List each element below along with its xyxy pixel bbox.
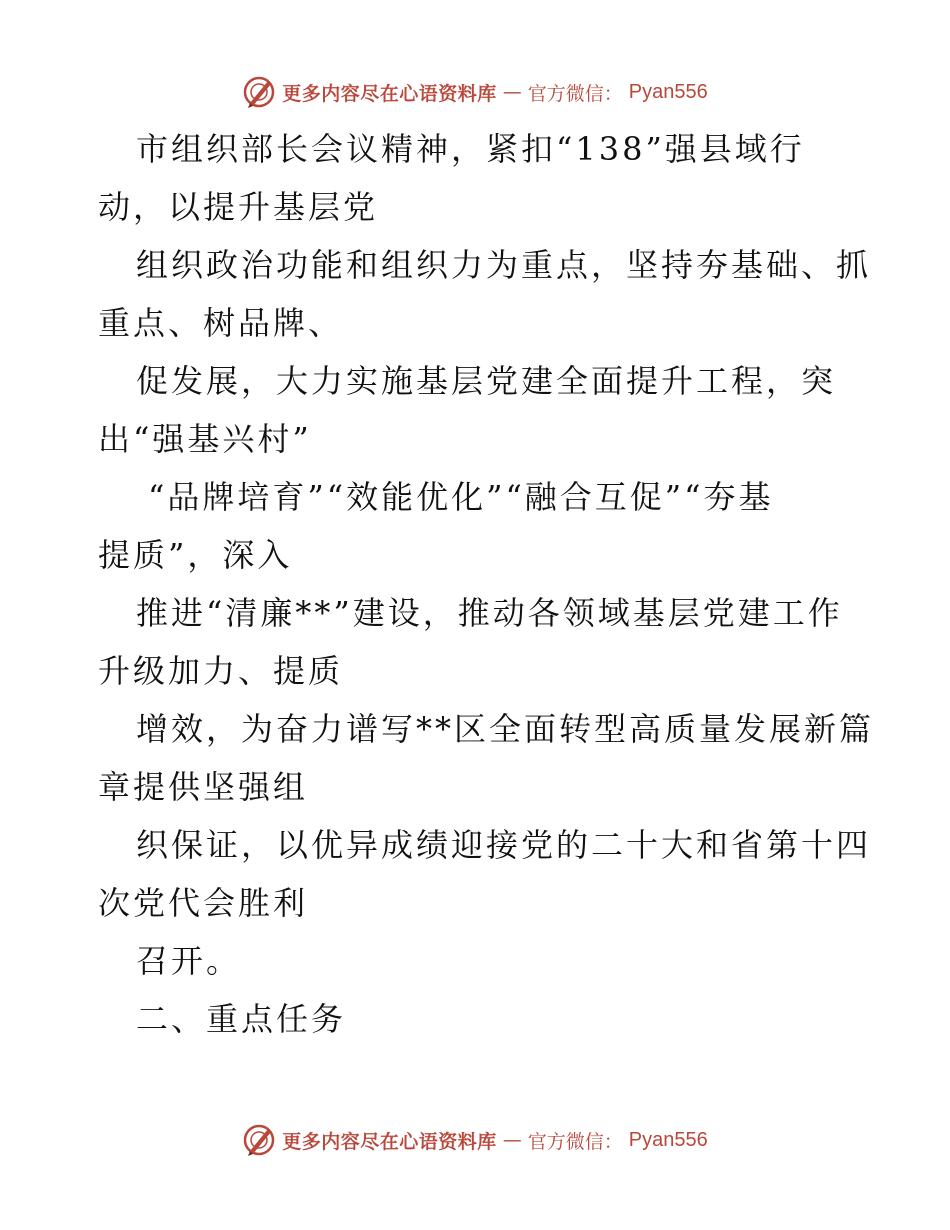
body-line: 出“强基兴村” (98, 420, 312, 458)
body-line: 增效，为奋力谱写**区全面转型高质量发展新篇 (136, 710, 875, 748)
watermark-wechat-label: 官方微信： (527, 82, 623, 105)
header-watermark (0, 72, 950, 112)
body-line: 重点、树品牌、 (98, 304, 344, 342)
body-line: 动，以提升基层党 (98, 188, 379, 226)
body-line: “品牌培育”“效能优化”“融合互促”“夯基 (148, 478, 774, 516)
section-heading: 二、重点任务 (136, 1000, 347, 1038)
body-line: 市组织部长会议精神，紧扣“138”强县域行 (136, 130, 805, 168)
watermark-wechat-id: Pyan556 (628, 1128, 708, 1151)
body-line: 组织政治功能和组织力为重点，坚持夯基础、抓 (136, 246, 872, 284)
pen-logo-icon (242, 75, 276, 109)
body-line: 促发展，大力实施基层党建全面提升工程，突 (136, 362, 837, 400)
body-line: 织保证，以优异成绩迎接党的二十大和省第十四 (136, 826, 872, 864)
body-line: 章提供坚强组 (98, 768, 309, 806)
watermark-wechat-label: 官方微信： (527, 1130, 623, 1153)
body-line: 提质”，深入 (98, 536, 293, 574)
body-line: 推进“清廉**”建设，推动各领域基层党建工作 (136, 594, 843, 632)
footer-watermark (0, 1120, 950, 1160)
body-line: 召开。 (136, 942, 242, 980)
watermark-dash: — (502, 81, 522, 103)
document-body (98, 120, 875, 1048)
body-line: 升级加力、提质 (98, 652, 344, 690)
watermark-text: 更多内容尽在心语资料库 (282, 1130, 497, 1153)
watermark-text: 更多内容尽在心语资料库 (282, 82, 497, 105)
pen-logo-icon (242, 1123, 276, 1157)
body-line: 次党代会胜利 (98, 884, 309, 922)
watermark-wechat-id: Pyan556 (628, 80, 708, 103)
watermark-dash: — (502, 1129, 522, 1151)
